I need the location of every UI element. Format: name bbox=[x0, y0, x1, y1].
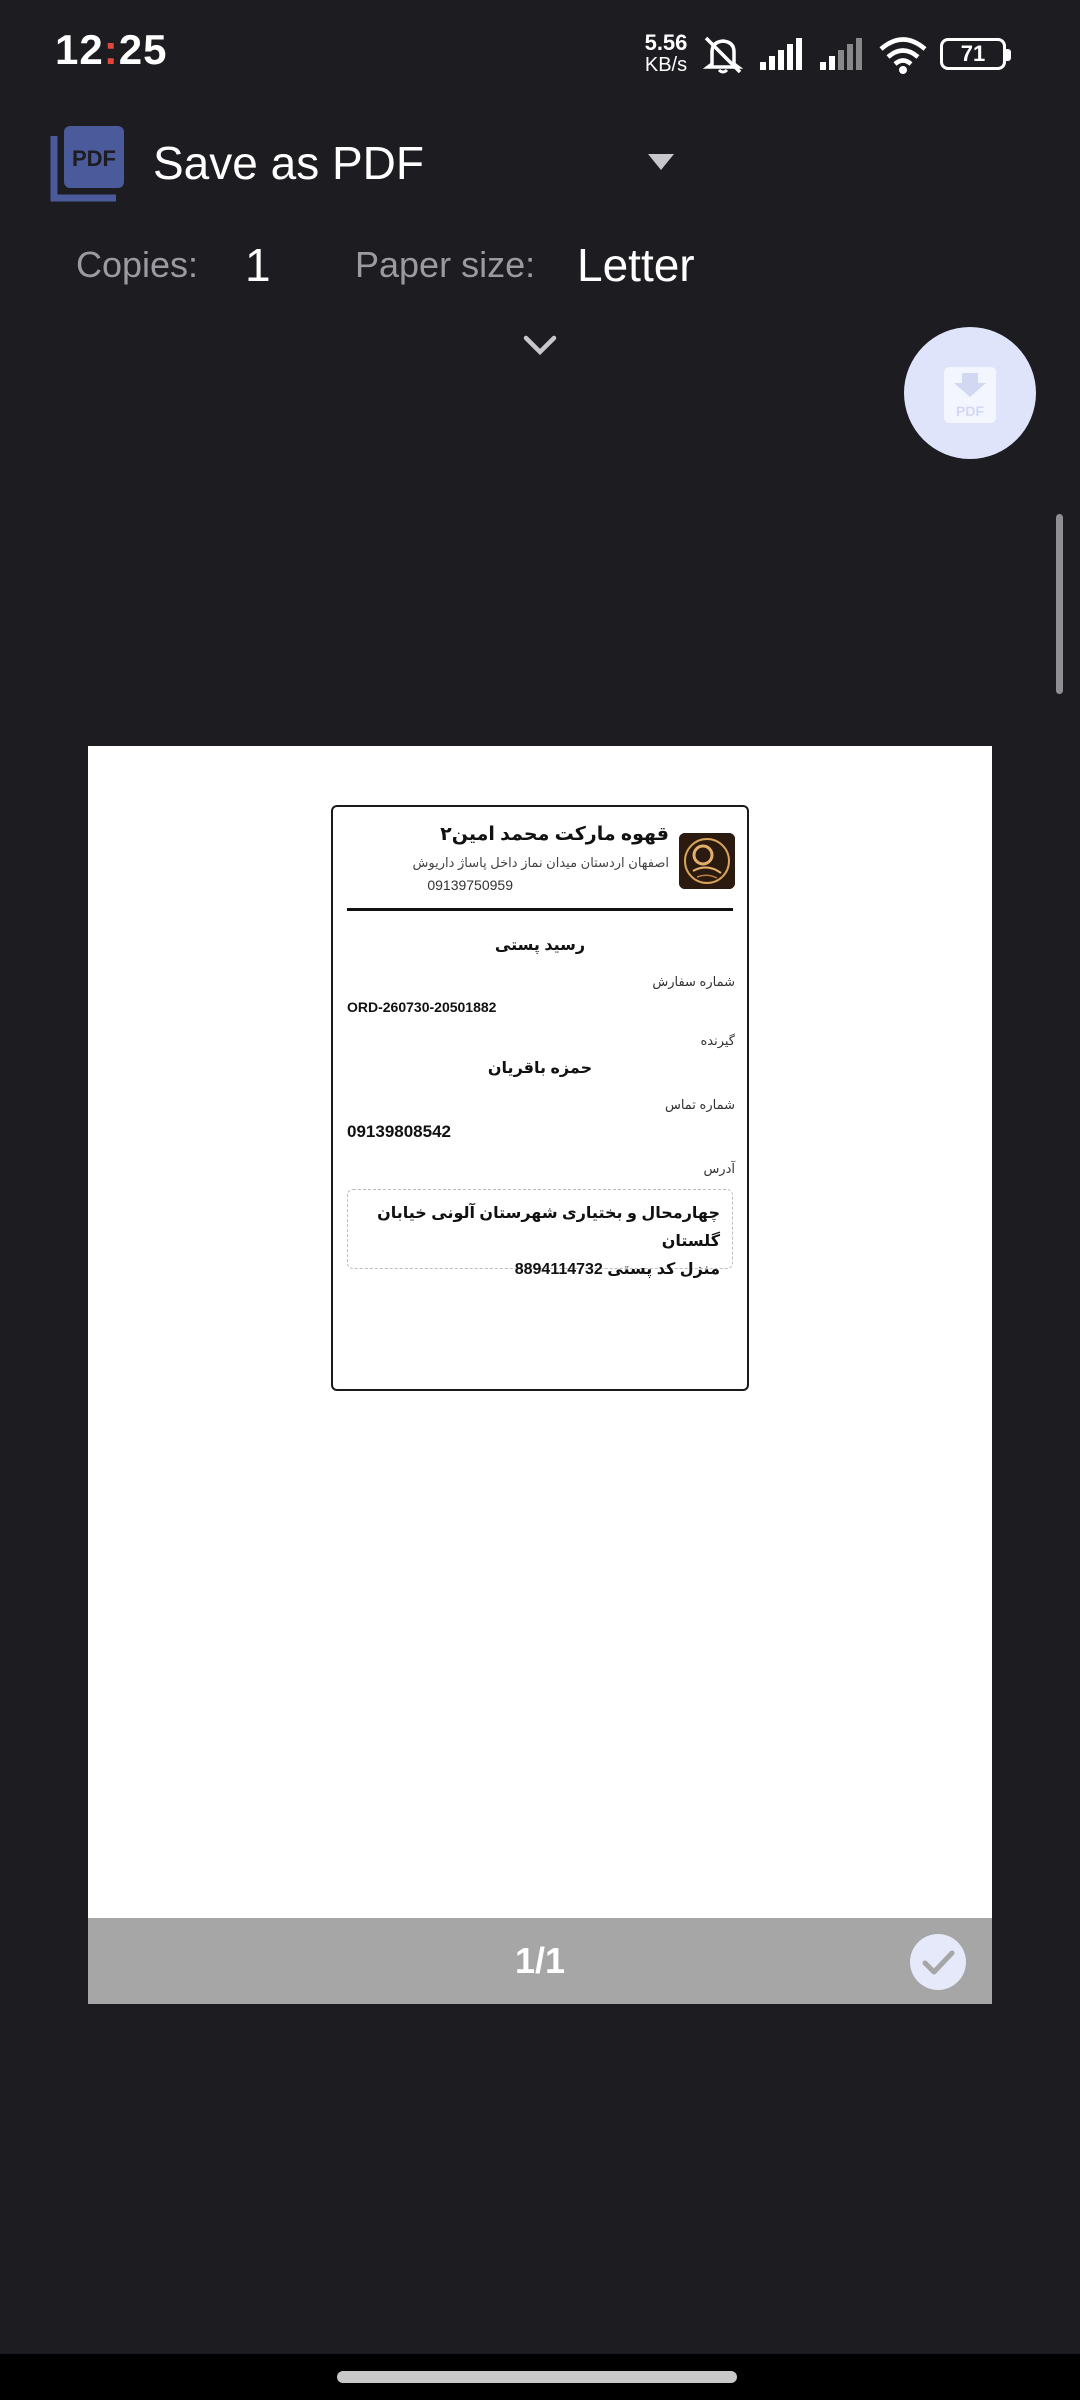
chevron-down-icon[interactable] bbox=[520, 330, 560, 360]
shop-address: اصفهان اردستان میدان نماز داخل پاساژ داریوش bbox=[412, 855, 669, 870]
page-select-checkbox[interactable] bbox=[910, 1934, 966, 1990]
wifi-icon bbox=[878, 36, 928, 74]
receipt-title: رسید پستی bbox=[494, 937, 586, 954]
address-line-1: چهارمحال و بختیاری شهرستان آلونی خیابان گلستان bbox=[377, 1205, 720, 1250]
coffee-logo-icon bbox=[679, 833, 735, 889]
signal-icon bbox=[758, 38, 804, 72]
contact-value: 09139808542 bbox=[347, 1122, 452, 1141]
download-pdf-button[interactable] bbox=[904, 327, 1036, 459]
check-icon bbox=[910, 1934, 966, 1990]
svg-text:PDF: PDF bbox=[956, 403, 984, 419]
contact-label: شماره تماس bbox=[664, 1097, 735, 1112]
recipient-value: حمزه باقریان bbox=[487, 1060, 593, 1077]
order-number-label: شماره سفارش bbox=[652, 974, 735, 989]
dropdown-arrow-icon[interactable] bbox=[644, 150, 678, 174]
muted-bell-icon bbox=[700, 34, 746, 74]
address-box bbox=[347, 1189, 733, 1278]
download-pdf-icon bbox=[904, 327, 1036, 459]
copies-label: Copies: bbox=[76, 244, 199, 285]
home-indicator[interactable] bbox=[337, 2371, 737, 2383]
pdf-printer-icon bbox=[50, 126, 126, 202]
address-label: آدرس bbox=[703, 1161, 735, 1176]
scrollbar[interactable] bbox=[1056, 514, 1063, 694]
shop-name: قهوه مارکت محمد امین۲ bbox=[440, 824, 669, 845]
address-line-2: منزل کد پستی 8894114732 bbox=[514, 1261, 720, 1278]
page-preview[interactable] bbox=[88, 746, 992, 2004]
postal-receipt bbox=[331, 805, 749, 1391]
shop-phone: 09139750959 bbox=[427, 877, 513, 893]
svg-text:PDF: PDF bbox=[72, 146, 116, 171]
paper-size-value: Letter bbox=[577, 239, 695, 291]
divider bbox=[347, 908, 733, 911]
shop-logo bbox=[679, 833, 735, 889]
order-number-value: ORD-260730-20501882 bbox=[347, 999, 497, 1015]
battery-indicator: 71 bbox=[940, 38, 1006, 70]
signal-2-icon bbox=[818, 38, 864, 72]
recipient-label: گیرنده bbox=[700, 1033, 735, 1048]
printer-selector[interactable]: Save as PDF bbox=[153, 137, 424, 189]
paper-size-label: Paper size: bbox=[355, 244, 536, 285]
copies-value: 1 bbox=[245, 239, 271, 291]
status-bar bbox=[0, 0, 1080, 100]
print-settings-summary[interactable] bbox=[0, 238, 1080, 298]
page-counter: 1/1 bbox=[514, 1940, 566, 1981]
page-footer bbox=[88, 1918, 992, 2004]
clock: 12:25 bbox=[55, 26, 168, 73]
network-speed: 5.56 KB/s bbox=[644, 30, 688, 76]
